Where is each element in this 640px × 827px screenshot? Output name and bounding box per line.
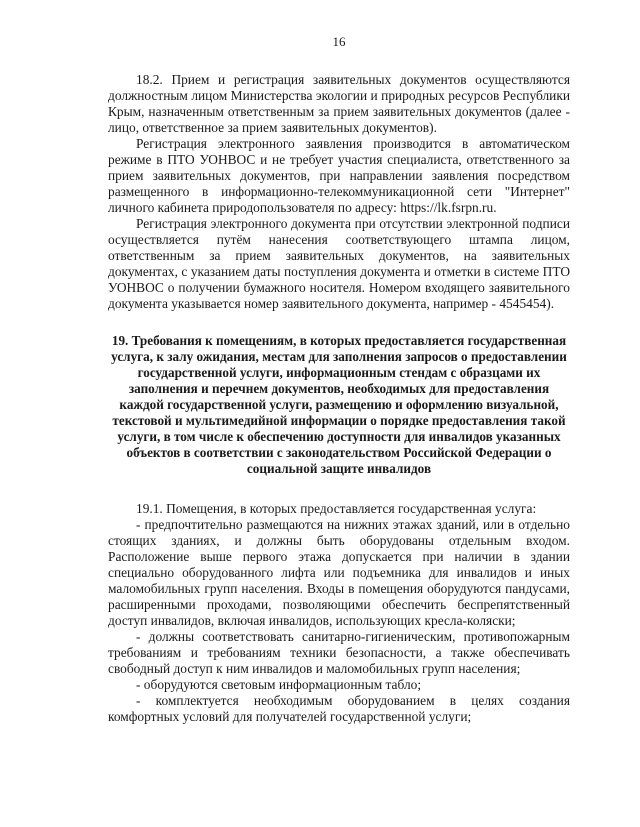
paragraph-stamp-registration: Регистрация электронного документа при отсутствии электронной подписи осуществляется путём нанесения соответствующего штампа лицом, ответственным за прием заявительных документов, на заявительных документах, с указанием даты поступления документа и отметки в системе ПТО УОНВОС о получении бумажного носителя. Номером входящего заявительного документа указывается номер заявительного документа, например - 4545454). — [108, 216, 570, 311]
list-item: - должны соответствовать санитарно-гигиеническим, противопожарным требованиям и требованиям техники безопасности, а также обеспечивать свободный доступ к ним инвалидов и маломобильных групп населения; — [108, 629, 570, 676]
paragraph-19-1: 19.1. Помещения, в которых предоставляется государственная услуга: — [136, 501, 537, 516]
page-number: 16 — [332, 34, 346, 49]
list-item: - комплектуется необходимым оборудованием в целях создания комфортных условий для получателей государственной услуги; — [108, 693, 570, 724]
list-item: - предпочтительно размещаются на нижних этажах зданий, или в отдельно стоящих зданиях, и должны быть оборудованы отдельным входом. Расположение выше первого этажа допускается при наличии в здании специально оборудованного лифта или подъемника для инвалидов и иных маломобильных групп населения. Входы в помещения оборудуются пандусами, расширенными проходами, позволяющими обеспечить беспрепятственный доступ инвалидов, включая инвалидов, использующих кресла-коляски; — [108, 517, 570, 628]
list-item: - оборудуются световым информационным табло; — [136, 677, 422, 692]
paragraph-electronic-registration: Регистрация электронного заявления производится в автоматическом режиме в ПТО УОНВОС и не требует участия специалиста, ответственного за прием заявительных документов, при направлении заявления посредством размещенного в информационно-телекоммуникационной сети "Интернет" личного кабинета природопользователя по адресу: https://lk.fsrpn.ru. — [108, 136, 570, 215]
paragraph-18-2: 18.2. Прием и регистрация заявительных документов осуществляются должностным лицом Министерства экологии и природных ресурсов Республики Крым, назначенным ответственным за прием заявительных документов (далее - лицо, ответственное за прием заявительных документов). — [108, 72, 570, 135]
section-19-heading: 19. Требования к помещениям, в которых предоставляется государственная услуга, к залу ожидания, местам для заполнения запросов о предоставлении государственной услуги, информационным стендам с образцами их заполнения и перечнем документов, необходимых для предоставления каждой государственной услуги, размещению и оформлению визуальной, текстовой и мультимедийной информации о порядке предоставления такой услуги, в том числе к обеспечению доступности для инвалидов указанных объектов в соответствии с законодательством Российской Федерации о социальной защите инвалидов — [111, 333, 567, 476]
